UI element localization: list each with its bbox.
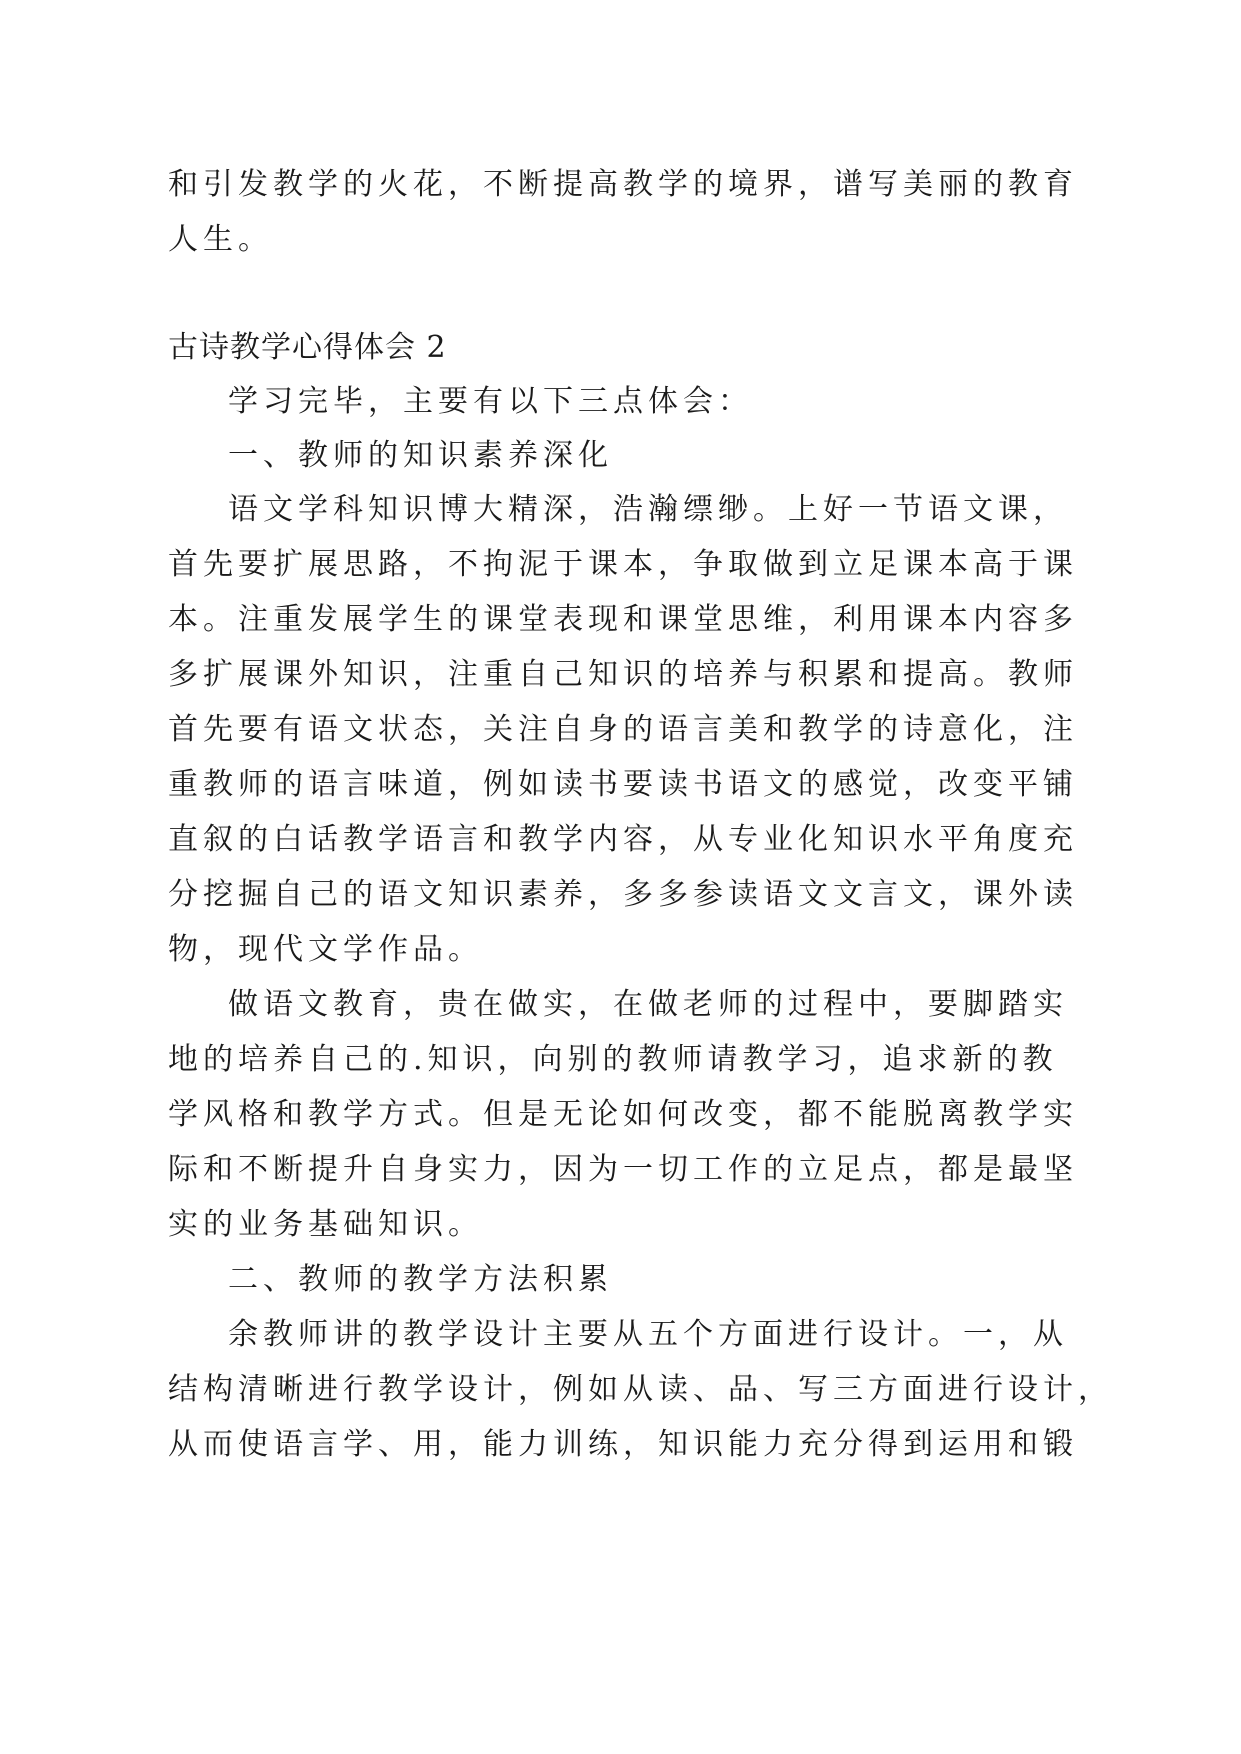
paragraph-line: 本。注重发展学生的课堂表现和课堂思维，利用课本内容多 bbox=[168, 602, 1078, 637]
paragraph-line: 实的业务基础知识。 bbox=[168, 1207, 483, 1242]
paragraph-line: 分挖掘自己的语文知识素养，多多参读语文文言文，课外读 bbox=[168, 877, 1078, 912]
paragraph-line: 首先要有语文状态，关注自身的语言美和教学的诗意化，注 bbox=[168, 712, 1078, 747]
paragraph-line: 从而使语言学、用，能力训练，知识能力充分得到运用和锻 bbox=[168, 1427, 1078, 1462]
paragraph-line: 物，现代文学作品。 bbox=[168, 932, 483, 967]
paragraph-line: 学习完毕，主要有以下三点体会： bbox=[228, 384, 753, 419]
paragraph-line: 余教师讲的教学设计主要从五个方面进行设计。一，从 bbox=[228, 1317, 1068, 1352]
paragraph-line: 地的培养自己的.知识，向别的教师请教学习，追求新的教 bbox=[168, 1042, 1058, 1077]
section-heading: 古诗教学心得体会 2 bbox=[168, 330, 447, 365]
paragraph-line: 多扩展课外知识，注重自己知识的培养与积累和提高。教师 bbox=[168, 657, 1078, 692]
paragraph-line: 做语文教育，贵在做实，在做老师的过程中，要脚踏实 bbox=[228, 987, 1068, 1022]
paragraph-line: 人生。 bbox=[168, 222, 273, 257]
paragraph-line: 语文学科知识博大精深，浩瀚缥缈。上好一节语文课， bbox=[228, 492, 1068, 527]
paragraph-line: 首先要扩展思路，不拘泥于课本，争取做到立足课本高于课 bbox=[168, 547, 1078, 582]
paragraph-line: 重教师的语言味道，例如读书要读书语文的感觉，改变平铺 bbox=[168, 767, 1078, 802]
paragraph-line: 学风格和教学方式。但是无论如何改变，都不能脱离教学实 bbox=[168, 1097, 1078, 1132]
paragraph-line: 结构清晰进行教学设计，例如从读、品、写三方面进行设计， bbox=[168, 1372, 1113, 1407]
paragraph-line: 际和不断提升自身实力，因为一切工作的立足点，都是最坚 bbox=[168, 1152, 1078, 1187]
paragraph-line: 和引发教学的火花，不断提高教学的境界，谱写美丽的教育 bbox=[168, 167, 1078, 202]
subsection-heading: 二、教师的教学方法积累 bbox=[228, 1262, 613, 1297]
paragraph-line: 直叙的白话教学语言和教学内容，从专业化知识水平角度充 bbox=[168, 822, 1078, 857]
subsection-heading: 一、教师的知识素养深化 bbox=[228, 438, 613, 473]
